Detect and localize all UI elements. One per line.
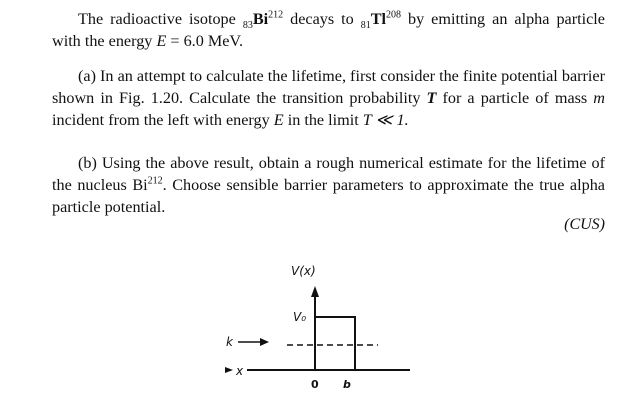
part-b-mass: 212	[147, 175, 163, 187]
b-label: b	[343, 378, 351, 391]
k-label: k	[226, 335, 233, 349]
intro-text-2: decays to	[283, 10, 361, 28]
bi-atomic-number: 83	[242, 20, 253, 32]
energy-value: = 6.0 MeV.	[166, 32, 244, 51]
tl-mass-number: 208	[386, 9, 402, 21]
incident-arrowhead	[260, 338, 269, 346]
vaxis-label: V(x)	[291, 264, 316, 278]
source-tag: (CUS)	[564, 216, 605, 233]
tl-symbol: Tl	[370, 10, 387, 28]
part-a-E: E	[273, 111, 284, 130]
part-a-text-4: in the limit	[283, 111, 363, 130]
part-a-text-1: (a) In an attempt to calculate the lifetime, first consider the finite potential barrier shown in Fig. 1.20. Calculate the transition probability	[52, 67, 605, 108]
part-b-text-2: . Choose sensible barrier parameters to approximate the true alpha particle potential.	[52, 176, 605, 217]
part-a-T: T	[426, 89, 437, 108]
part-a-text-2: for a particle of mass	[436, 89, 594, 108]
intro-text-3: by emitting an alpha particle with the energy	[52, 10, 605, 51]
v-axis-arrowhead	[311, 286, 319, 297]
energy-symbol: E	[156, 32, 167, 51]
tl-atomic-number: 81	[360, 20, 371, 32]
intro-text-1: The radioactive isotope	[78, 10, 243, 28]
x-axis-arrowhead	[225, 367, 233, 373]
x-label: x	[236, 364, 244, 378]
v0-label: V₀	[293, 310, 307, 324]
part-a-text-3: incident from the left with energy	[52, 111, 274, 130]
part-b-text-1: (b) Using the above result, obtain a rough numerical estimate for the lifetime of the nucleus Bi	[52, 154, 605, 195]
barrier-shape	[315, 317, 355, 371]
part-a-m: m	[593, 89, 605, 108]
part-a-limit: T ≪ 1.	[362, 111, 409, 130]
bi-symbol: Bi	[252, 10, 269, 28]
bi-mass-number: 212	[268, 9, 284, 21]
origin-label: 0	[311, 378, 319, 391]
